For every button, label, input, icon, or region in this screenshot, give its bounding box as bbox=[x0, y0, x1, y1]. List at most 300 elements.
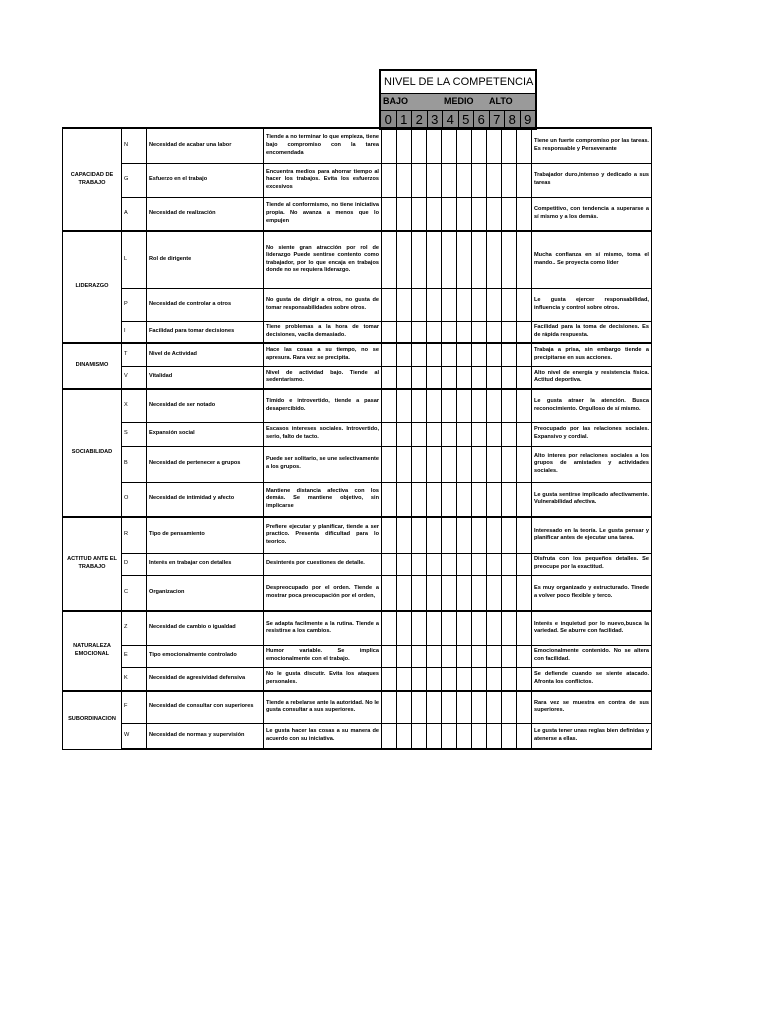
level-cell-1[interactable] bbox=[397, 422, 412, 446]
level-cell-8[interactable] bbox=[502, 645, 517, 667]
level-cell-3[interactable] bbox=[427, 575, 442, 611]
level-cell-6[interactable] bbox=[472, 231, 487, 288]
level-number-3: 3 bbox=[428, 111, 444, 128]
level-cell-8[interactable] bbox=[502, 575, 517, 611]
level-cell-3[interactable] bbox=[427, 163, 442, 197]
level-cell-9[interactable] bbox=[517, 163, 532, 197]
category-label: DINAMISMO bbox=[63, 343, 122, 389]
level-cell-1[interactable] bbox=[397, 645, 412, 667]
level-cell-5[interactable] bbox=[457, 366, 472, 389]
level-cell-5[interactable] bbox=[457, 575, 472, 611]
factor-letter: B bbox=[122, 446, 147, 482]
level-cell-7[interactable] bbox=[487, 645, 502, 667]
level-cell-0[interactable] bbox=[382, 197, 397, 231]
level-cell-4[interactable] bbox=[442, 288, 457, 321]
level-cell-4[interactable] bbox=[442, 667, 457, 691]
low-level-description: Encuentra medios para ahorrar tiempo al hacer los trabajos. Evita los esfuerzos excesivos bbox=[264, 163, 382, 197]
level-cell-5[interactable] bbox=[457, 128, 472, 163]
level-cell-2[interactable] bbox=[412, 163, 427, 197]
level-number-7: 7 bbox=[490, 111, 506, 128]
level-cell-0[interactable] bbox=[382, 366, 397, 389]
competence-row bbox=[63, 163, 652, 197]
competence-row bbox=[63, 645, 652, 667]
factor-need: Necesidad de cambio o igualdad bbox=[147, 611, 264, 645]
level-cell-9[interactable] bbox=[517, 197, 532, 231]
high-level-description: Preocupado por las relaciones sociales. Expansivo y cordial. bbox=[532, 422, 652, 446]
level-cell-6[interactable] bbox=[472, 691, 487, 723]
low-level-description: Tiende al conformismo, no tiene iniciativa propia. No avanza a menos que lo empujen bbox=[264, 197, 382, 231]
level-cell-9[interactable] bbox=[517, 575, 532, 611]
level-cell-9[interactable] bbox=[517, 723, 532, 749]
level-cell-1[interactable] bbox=[397, 389, 412, 422]
level-cell-8[interactable] bbox=[502, 366, 517, 389]
level-number-1: 1 bbox=[397, 111, 413, 128]
level-cell-6[interactable] bbox=[472, 553, 487, 575]
level-cell-2[interactable] bbox=[412, 288, 427, 321]
level-cell-4[interactable] bbox=[442, 128, 457, 163]
competence-row bbox=[63, 231, 652, 288]
factor-need: Necesidad de agresividad defensiva bbox=[147, 667, 264, 691]
level-cell-5[interactable] bbox=[457, 553, 472, 575]
level-cell-7[interactable] bbox=[487, 231, 502, 288]
level-cell-2[interactable] bbox=[412, 611, 427, 645]
level-cell-5[interactable] bbox=[457, 691, 472, 723]
factor-letter: R bbox=[122, 517, 147, 553]
level-cell-6[interactable] bbox=[472, 163, 487, 197]
level-cell-8[interactable] bbox=[502, 321, 517, 343]
level-cell-2[interactable] bbox=[412, 667, 427, 691]
level-cell-2[interactable] bbox=[412, 723, 427, 749]
category-label: CAPACIDAD DE TRABAJO bbox=[63, 128, 122, 231]
factor-need: Rol de dirigente bbox=[147, 231, 264, 288]
level-cell-5[interactable] bbox=[457, 321, 472, 343]
level-cell-8[interactable] bbox=[502, 691, 517, 723]
level-cell-6[interactable] bbox=[472, 645, 487, 667]
category-label: LIDERAZGO bbox=[63, 231, 122, 343]
level-cell-9[interactable] bbox=[517, 611, 532, 645]
competence-level-title: NIVEL DE LA COMPETENCIA bbox=[381, 71, 535, 94]
level-number-4: 4 bbox=[443, 111, 459, 128]
level-cell-4[interactable] bbox=[442, 691, 457, 723]
competence-row bbox=[63, 343, 652, 366]
level-cell-2[interactable] bbox=[412, 231, 427, 288]
level-cell-0[interactable] bbox=[382, 667, 397, 691]
level-cell-0[interactable] bbox=[382, 288, 397, 321]
level-cell-2[interactable] bbox=[412, 553, 427, 575]
level-cell-9[interactable] bbox=[517, 446, 532, 482]
factor-letter: S bbox=[122, 422, 147, 446]
level-cell-0[interactable] bbox=[382, 723, 397, 749]
level-cell-3[interactable] bbox=[427, 482, 442, 517]
factor-need: Necesidad de intimidad y afecto bbox=[147, 482, 264, 517]
competence-row bbox=[63, 611, 652, 645]
level-cell-8[interactable] bbox=[502, 482, 517, 517]
factor-letter: W bbox=[122, 723, 147, 749]
level-cell-4[interactable] bbox=[442, 422, 457, 446]
level-cell-7[interactable] bbox=[487, 288, 502, 321]
low-level-description: Despreocupado por el orden. Tiende a mostrar poca preocupación por el orden, bbox=[264, 575, 382, 611]
level-cell-8[interactable] bbox=[502, 197, 517, 231]
high-level-description: Le gusta tener unas reglas bien definidas y atenerse a ellas. bbox=[532, 723, 652, 749]
factor-letter: O bbox=[122, 482, 147, 517]
level-cell-9[interactable] bbox=[517, 517, 532, 553]
low-level-description: Le gusta hacer las cosas a su manera de acuerdo con su iniciativa. bbox=[264, 723, 382, 749]
competence-row bbox=[63, 446, 652, 482]
level-cell-6[interactable] bbox=[472, 128, 487, 163]
level-cell-4[interactable] bbox=[442, 366, 457, 389]
level-cell-8[interactable] bbox=[502, 422, 517, 446]
high-level-description: Interesado en la teoría. Le gusta pensar y planificar antes de ejecutar una tarea. bbox=[532, 517, 652, 553]
level-cell-1[interactable] bbox=[397, 446, 412, 482]
level-cell-7[interactable] bbox=[487, 667, 502, 691]
competence-table bbox=[62, 127, 652, 750]
level-cell-5[interactable] bbox=[457, 288, 472, 321]
level-cell-7[interactable] bbox=[487, 575, 502, 611]
level-cell-9[interactable] bbox=[517, 231, 532, 288]
level-cell-9[interactable] bbox=[517, 645, 532, 667]
level-cell-4[interactable] bbox=[442, 231, 457, 288]
level-cell-3[interactable] bbox=[427, 553, 442, 575]
high-level-description: Le gusta ejercer responsabilidad, influencia y control sobre otros. bbox=[532, 288, 652, 321]
level-cell-5[interactable] bbox=[457, 231, 472, 288]
level-cell-7[interactable] bbox=[487, 723, 502, 749]
level-cell-4[interactable] bbox=[442, 446, 457, 482]
level-cell-6[interactable] bbox=[472, 422, 487, 446]
level-cell-6[interactable] bbox=[472, 723, 487, 749]
level-cell-1[interactable] bbox=[397, 343, 412, 366]
level-cell-5[interactable] bbox=[457, 446, 472, 482]
level-cell-3[interactable] bbox=[427, 288, 442, 321]
level-cell-0[interactable] bbox=[382, 231, 397, 288]
level-cell-2[interactable] bbox=[412, 321, 427, 343]
high-level-description: Trabaja a prisa, sin embargo tiende a precipitarse en sus acciones. bbox=[532, 343, 652, 366]
competence-row bbox=[63, 691, 652, 723]
level-cell-9[interactable] bbox=[517, 389, 532, 422]
level-cell-1[interactable] bbox=[397, 321, 412, 343]
level-cell-2[interactable] bbox=[412, 645, 427, 667]
level-cell-5[interactable] bbox=[457, 389, 472, 422]
level-cell-1[interactable] bbox=[397, 691, 412, 723]
level-cell-4[interactable] bbox=[442, 517, 457, 553]
factor-letter: P bbox=[122, 288, 147, 321]
level-cell-5[interactable] bbox=[457, 723, 472, 749]
level-numbers bbox=[381, 111, 535, 128]
low-level-description: Puede ser solitario, se une selectivamente a los grupos. bbox=[264, 446, 382, 482]
high-level-description: Interés e inquietud por lo nuevo,busca la variedad. Se aburre con facilidad. bbox=[532, 611, 652, 645]
level-cell-3[interactable] bbox=[427, 667, 442, 691]
high-level-description: Emocionalmente contenido. No se altera con facilidad. bbox=[532, 645, 652, 667]
level-cell-4[interactable] bbox=[442, 163, 457, 197]
level-cell-8[interactable] bbox=[502, 723, 517, 749]
factor-letter: V bbox=[122, 366, 147, 389]
level-cell-0[interactable] bbox=[382, 517, 397, 553]
factor-letter: Z bbox=[122, 611, 147, 645]
level-cell-7[interactable] bbox=[487, 197, 502, 231]
level-cell-2[interactable] bbox=[412, 422, 427, 446]
level-cell-0[interactable] bbox=[382, 575, 397, 611]
level-cell-6[interactable] bbox=[472, 343, 487, 366]
level-number-5: 5 bbox=[459, 111, 475, 128]
level-cell-3[interactable] bbox=[427, 321, 442, 343]
level-cell-0[interactable] bbox=[382, 163, 397, 197]
high-level-description: Se defiende cuando se siente atacado. Afronta los conflictos. bbox=[532, 667, 652, 691]
high-level-description: Alto nivel de energía y resistencia física. Actitud deportiva. bbox=[532, 366, 652, 389]
level-cell-5[interactable] bbox=[457, 645, 472, 667]
competence-row bbox=[63, 128, 652, 163]
level-cell-3[interactable] bbox=[427, 422, 442, 446]
level-cell-7[interactable] bbox=[487, 691, 502, 723]
level-cell-9[interactable] bbox=[517, 482, 532, 517]
level-cell-8[interactable] bbox=[502, 288, 517, 321]
factor-letter: A bbox=[122, 197, 147, 231]
level-cell-8[interactable] bbox=[502, 163, 517, 197]
level-cell-5[interactable] bbox=[457, 197, 472, 231]
factor-need: Tipo de pensamiento bbox=[147, 517, 264, 553]
level-cell-1[interactable] bbox=[397, 723, 412, 749]
high-level-description: Disfruta con los pequeños detalles. Se preocupe por la exactitud. bbox=[532, 553, 652, 575]
competence-row bbox=[63, 197, 652, 231]
level-cell-8[interactable] bbox=[502, 446, 517, 482]
level-cell-3[interactable] bbox=[427, 611, 442, 645]
level-cell-2[interactable] bbox=[412, 575, 427, 611]
level-cell-0[interactable] bbox=[382, 645, 397, 667]
level-cell-9[interactable] bbox=[517, 553, 532, 575]
competence-row bbox=[63, 288, 652, 321]
level-cell-0[interactable] bbox=[382, 553, 397, 575]
level-cell-4[interactable] bbox=[442, 553, 457, 575]
high-level-description: Tiene un fuerte compromiso por las tareas. Es responsable y Perseverante bbox=[532, 128, 652, 163]
level-cell-1[interactable] bbox=[397, 128, 412, 163]
level-cell-9[interactable] bbox=[517, 128, 532, 163]
high-level-description: Le gusta sentirse implicado afectivamente. Vulnerabilidad afectiva. bbox=[532, 482, 652, 517]
level-cell-8[interactable] bbox=[502, 343, 517, 366]
level-cell-7[interactable] bbox=[487, 422, 502, 446]
level-cell-3[interactable] bbox=[427, 128, 442, 163]
factor-letter: D bbox=[122, 553, 147, 575]
level-cell-7[interactable] bbox=[487, 482, 502, 517]
competence-row bbox=[63, 723, 652, 749]
level-cell-4[interactable] bbox=[442, 723, 457, 749]
level-cell-3[interactable] bbox=[427, 389, 442, 422]
level-cell-9[interactable] bbox=[517, 691, 532, 723]
low-level-description: No gusta de dirigir a otros, no gusta de tomar responsabilidades sobre otros. bbox=[264, 288, 382, 321]
level-cell-8[interactable] bbox=[502, 128, 517, 163]
level-cell-0[interactable] bbox=[382, 321, 397, 343]
level-cell-6[interactable] bbox=[472, 611, 487, 645]
factor-need: Tipo emocionalmente controlado bbox=[147, 645, 264, 667]
level-cell-1[interactable] bbox=[397, 611, 412, 645]
level-cell-5[interactable] bbox=[457, 163, 472, 197]
level-medium-label: MEDIO bbox=[444, 96, 474, 106]
level-cell-3[interactable] bbox=[427, 691, 442, 723]
level-cell-7[interactable] bbox=[487, 321, 502, 343]
competence-row bbox=[63, 389, 652, 422]
competence-row bbox=[63, 575, 652, 611]
level-cell-7[interactable] bbox=[487, 366, 502, 389]
level-cell-0[interactable] bbox=[382, 611, 397, 645]
level-cell-1[interactable] bbox=[397, 575, 412, 611]
level-cell-9[interactable] bbox=[517, 667, 532, 691]
level-cell-5[interactable] bbox=[457, 343, 472, 366]
level-cell-5[interactable] bbox=[457, 422, 472, 446]
level-cell-2[interactable] bbox=[412, 446, 427, 482]
level-cell-1[interactable] bbox=[397, 231, 412, 288]
competence-row bbox=[63, 366, 652, 389]
level-cell-3[interactable] bbox=[427, 517, 442, 553]
level-cell-1[interactable] bbox=[397, 366, 412, 389]
level-cell-4[interactable] bbox=[442, 611, 457, 645]
competence-row bbox=[63, 321, 652, 343]
level-cell-7[interactable] bbox=[487, 389, 502, 422]
factor-need: Necesidad de controlar a otros bbox=[147, 288, 264, 321]
level-cell-6[interactable] bbox=[472, 446, 487, 482]
level-cell-5[interactable] bbox=[457, 611, 472, 645]
level-cell-7[interactable] bbox=[487, 517, 502, 553]
level-cell-0[interactable] bbox=[382, 422, 397, 446]
low-level-description: Tímido e introvertido, tiende a pasar desapercibido. bbox=[264, 389, 382, 422]
level-cell-7[interactable] bbox=[487, 446, 502, 482]
factor-letter: N bbox=[122, 128, 147, 163]
low-level-description: Prefiere ejecutar y planificar, tiende a ser practico. Presenta dificultad para lo teorico. bbox=[264, 517, 382, 553]
level-cell-6[interactable] bbox=[472, 482, 487, 517]
level-cell-2[interactable] bbox=[412, 517, 427, 553]
level-range-labels bbox=[381, 94, 535, 111]
high-level-description: Facilidad para la toma de decisiones. Es de rápida respuesta. bbox=[532, 321, 652, 343]
level-cell-8[interactable] bbox=[502, 553, 517, 575]
level-number-6: 6 bbox=[474, 111, 490, 128]
level-cell-4[interactable] bbox=[442, 389, 457, 422]
low-level-description: Desinterés por cuestiones de detalle. bbox=[264, 553, 382, 575]
level-cell-6[interactable] bbox=[472, 389, 487, 422]
level-cell-8[interactable] bbox=[502, 231, 517, 288]
factor-letter: T bbox=[122, 343, 147, 366]
level-cell-0[interactable] bbox=[382, 343, 397, 366]
level-cell-1[interactable] bbox=[397, 197, 412, 231]
low-level-description: Tiende a rebelarse ante la autoridad. No le gusta consultar a sus superiores. bbox=[264, 691, 382, 723]
level-cell-7[interactable] bbox=[487, 343, 502, 366]
factor-letter: F bbox=[122, 691, 147, 723]
level-number-9: 9 bbox=[524, 112, 532, 127]
level-cell-3[interactable] bbox=[427, 723, 442, 749]
level-cell-1[interactable] bbox=[397, 163, 412, 197]
high-level-description: Trabajador duro,intenso y dedicado a sus tareas bbox=[532, 163, 652, 197]
category-label: ACTITUD ANTE EL TRABAJO bbox=[63, 517, 122, 611]
level-cell-4[interactable] bbox=[442, 343, 457, 366]
factor-letter: K bbox=[122, 667, 147, 691]
level-cell-0[interactable] bbox=[382, 482, 397, 517]
level-cell-1[interactable] bbox=[397, 288, 412, 321]
level-cell-8[interactable] bbox=[502, 517, 517, 553]
level-cell-3[interactable] bbox=[427, 343, 442, 366]
level-cell-7[interactable] bbox=[487, 128, 502, 163]
level-cell-3[interactable] bbox=[427, 366, 442, 389]
level-cell-1[interactable] bbox=[397, 517, 412, 553]
level-cell-4[interactable] bbox=[442, 197, 457, 231]
level-cell-5[interactable] bbox=[457, 667, 472, 691]
low-level-description: Escasos intereses sociales. Introvertido, serio, falto de tacto. bbox=[264, 422, 382, 446]
competence-row bbox=[63, 553, 652, 575]
level-cell-6[interactable] bbox=[472, 575, 487, 611]
level-cell-6[interactable] bbox=[472, 517, 487, 553]
level-cell-7[interactable] bbox=[487, 163, 502, 197]
factor-letter: G bbox=[122, 163, 147, 197]
level-cell-6[interactable] bbox=[472, 321, 487, 343]
level-number-8: 8 bbox=[505, 111, 521, 128]
level-cell-3[interactable] bbox=[427, 645, 442, 667]
level-cell-1[interactable] bbox=[397, 482, 412, 517]
factor-need: Expansión social bbox=[147, 422, 264, 446]
high-level-description: Es muy organizado y estructurado. Tinede a volver poco flexible y terco. bbox=[532, 575, 652, 611]
factor-need: Necesidad de pertenecer a grupos bbox=[147, 446, 264, 482]
level-cell-2[interactable] bbox=[412, 128, 427, 163]
level-cell-8[interactable] bbox=[502, 389, 517, 422]
level-cell-8[interactable] bbox=[502, 667, 517, 691]
factor-letter: E bbox=[122, 645, 147, 667]
level-cell-3[interactable] bbox=[427, 197, 442, 231]
level-cell-6[interactable] bbox=[472, 667, 487, 691]
factor-need: Necesidad de acabar una labor bbox=[147, 128, 264, 163]
factor-letter: C bbox=[122, 575, 147, 611]
level-cell-4[interactable] bbox=[442, 645, 457, 667]
level-cell-2[interactable] bbox=[412, 343, 427, 366]
level-cell-9[interactable] bbox=[517, 321, 532, 343]
level-cell-7[interactable] bbox=[487, 611, 502, 645]
level-cell-3[interactable] bbox=[427, 231, 442, 288]
high-level-description: Alto interes por relaciones sociales a los grupos de amistades y actividades sociales. bbox=[532, 446, 652, 482]
level-cell-6[interactable] bbox=[472, 366, 487, 389]
level-cell-6[interactable] bbox=[472, 288, 487, 321]
level-cell-9[interactable] bbox=[517, 343, 532, 366]
level-cell-2[interactable] bbox=[412, 366, 427, 389]
factor-need: Necesidad de normas y supervisión bbox=[147, 723, 264, 749]
level-cell-3[interactable] bbox=[427, 446, 442, 482]
factor-need: Organizacion bbox=[147, 575, 264, 611]
level-number-0: 0 bbox=[381, 111, 397, 128]
level-cell-7[interactable] bbox=[487, 553, 502, 575]
level-cell-0[interactable] bbox=[382, 128, 397, 163]
level-cell-0[interactable] bbox=[382, 446, 397, 482]
category-label: NATURALEZA EMOCIONAL bbox=[63, 611, 122, 691]
competence-level-header bbox=[379, 69, 537, 130]
low-level-description: Humor variable. Se implica emocionalmente con el trabajo. bbox=[264, 645, 382, 667]
high-level-description: Le gusta atraer la atención. Busca reconocimiento. Orgulloso de sí mismo. bbox=[532, 389, 652, 422]
factor-letter: I bbox=[122, 321, 147, 343]
level-cell-9[interactable] bbox=[517, 288, 532, 321]
level-cell-0[interactable] bbox=[382, 389, 397, 422]
level-cell-6[interactable] bbox=[472, 197, 487, 231]
level-cell-0[interactable] bbox=[382, 691, 397, 723]
level-cell-2[interactable] bbox=[412, 482, 427, 517]
low-level-description: No siente gran atracción por rol de liderazgo Puede sentirse contento como trabajador, por lo que encaja en trabajos donde no se requiera liderazgo. bbox=[264, 231, 382, 288]
category-label: SOCIABILIDAD bbox=[63, 389, 122, 517]
level-cell-8[interactable] bbox=[502, 611, 517, 645]
level-cell-4[interactable] bbox=[442, 575, 457, 611]
level-cell-2[interactable] bbox=[412, 691, 427, 723]
level-cell-2[interactable] bbox=[412, 389, 427, 422]
level-cell-1[interactable] bbox=[397, 667, 412, 691]
category-label: SUBORDINACION bbox=[63, 691, 122, 749]
level-cell-5[interactable] bbox=[457, 482, 472, 517]
level-cell-9[interactable] bbox=[517, 422, 532, 446]
factor-need: Necesidad de realización bbox=[147, 197, 264, 231]
low-level-description: No le gusta discutir. Evita los ataques personales. bbox=[264, 667, 382, 691]
level-cell-1[interactable] bbox=[397, 553, 412, 575]
level-cell-2[interactable] bbox=[412, 197, 427, 231]
level-cell-4[interactable] bbox=[442, 482, 457, 517]
level-cell-5[interactable] bbox=[457, 517, 472, 553]
level-cell-9[interactable] bbox=[517, 366, 532, 389]
level-cell-4[interactable] bbox=[442, 321, 457, 343]
